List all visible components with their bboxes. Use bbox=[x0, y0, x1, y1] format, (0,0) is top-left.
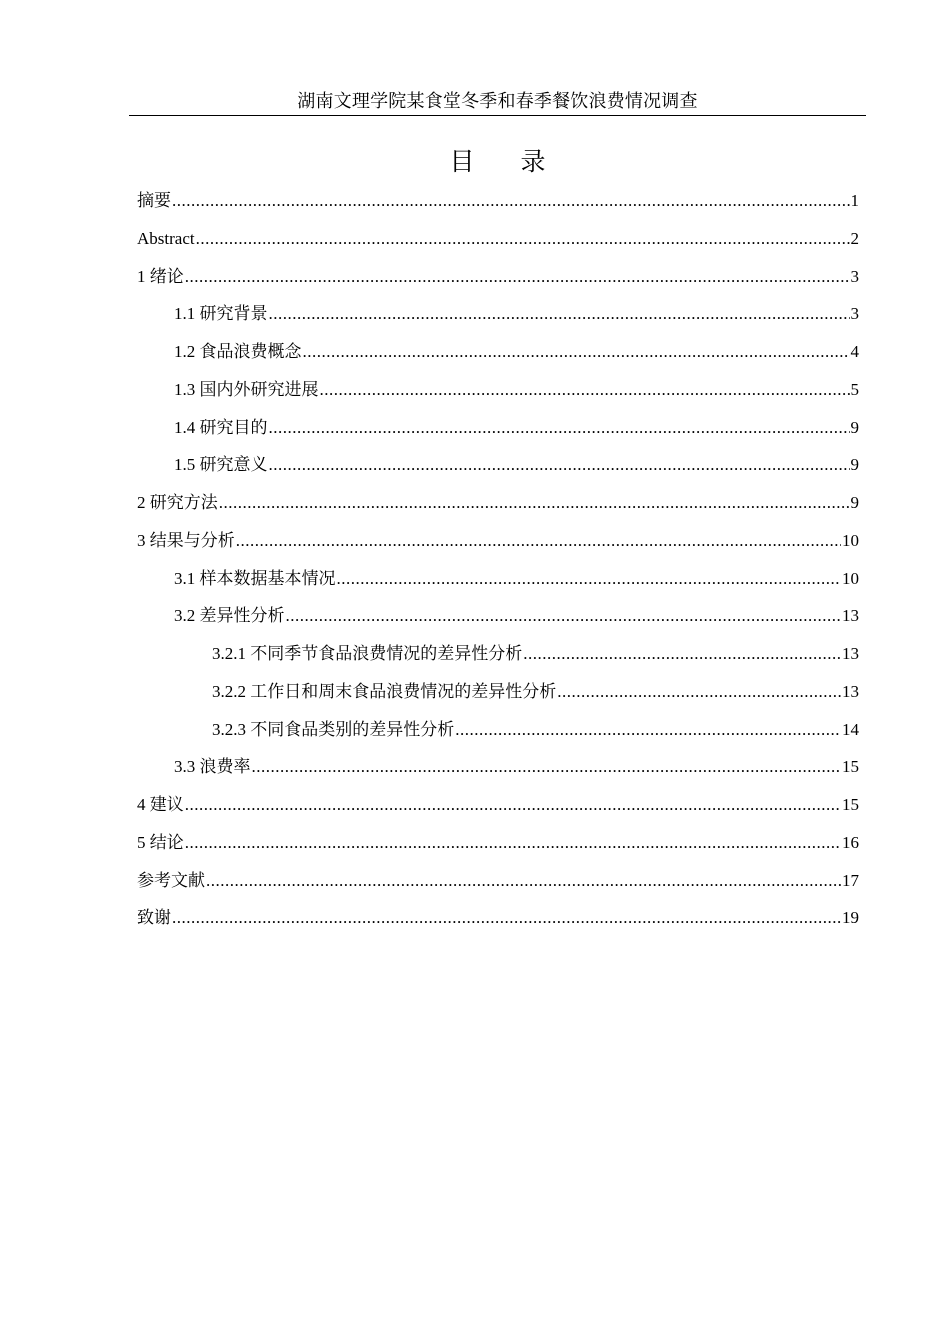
toc-entry-page-number: 16 bbox=[842, 832, 859, 852]
toc-entry-label: 3.2.1 不同季节食品浪费情况的差异性分析 bbox=[212, 644, 523, 663]
toc-dot-leader bbox=[320, 375, 850, 405]
toc-entry-label: 1.1 研究背景 bbox=[174, 304, 268, 324]
toc-dot-leader bbox=[196, 224, 850, 254]
toc-entry-page-number: 9 bbox=[850, 417, 859, 437]
toc-entry-label: 1.2 食品浪费概念 bbox=[174, 342, 302, 361]
toc-entry-label: 3.2.2 工作日和周末食品浪费情况的差异性分析 bbox=[212, 681, 557, 701]
toc-entry[interactable] bbox=[137, 413, 859, 451]
toc-entry[interactable] bbox=[137, 262, 859, 300]
toc-entry[interactable] bbox=[137, 639, 859, 677]
toc-entry[interactable] bbox=[137, 526, 859, 564]
toc-dot-leader bbox=[557, 677, 841, 707]
toc-entry-page-number: 17 bbox=[842, 870, 859, 890]
toc-dot-leader bbox=[252, 752, 842, 782]
toc-dot-leader bbox=[219, 488, 850, 518]
toc-entry[interactable] bbox=[137, 866, 859, 904]
toc-entry[interactable] bbox=[137, 450, 859, 488]
toc-dot-leader bbox=[303, 337, 850, 367]
toc-entry-label: 1.4 研究目的 bbox=[174, 417, 268, 437]
toc-entry-page-number: 3 bbox=[850, 304, 859, 324]
toc-entry-page-number: 3 bbox=[850, 266, 859, 286]
toc-entry-label: 3.1 样本数据基本情况 bbox=[174, 568, 336, 588]
toc-dot-leader bbox=[269, 450, 850, 480]
toc-entry-page-number: 13 bbox=[842, 681, 859, 701]
toc-entry-label: 3.3 浪费率 bbox=[174, 757, 251, 777]
toc-entry[interactable] bbox=[137, 790, 859, 828]
toc-entry-page-number: 1 bbox=[850, 191, 859, 210]
toc-dot-leader bbox=[185, 262, 850, 292]
toc-entry-page-number: 13 bbox=[842, 606, 859, 626]
toc-entry-page-number: 10 bbox=[842, 530, 859, 550]
toc-entry[interactable] bbox=[137, 488, 859, 526]
toc-title bbox=[0, 146, 950, 180]
toc-dot-leader bbox=[185, 790, 841, 820]
toc-entry-label: 1 绪论 bbox=[137, 266, 184, 286]
toc-entry-page-number: 9 bbox=[850, 455, 859, 475]
toc-dot-leader bbox=[269, 413, 850, 443]
toc-entry-label: 4 建议 bbox=[137, 795, 184, 814]
toc-entry-label: 3.2.3 不同食品类别的差异性分析 bbox=[212, 719, 455, 739]
toc-dot-leader bbox=[206, 866, 841, 896]
toc-dot-leader bbox=[185, 828, 841, 858]
toc-entry-label: Abstract bbox=[137, 228, 195, 248]
toc-entry[interactable] bbox=[137, 299, 859, 337]
toc-entry[interactable] bbox=[137, 715, 859, 753]
toc-dot-leader bbox=[337, 564, 842, 594]
toc-entry-label: 参考文献 bbox=[137, 870, 205, 890]
toc-entry-label: 5 结论 bbox=[137, 832, 184, 852]
toc-entry[interactable] bbox=[137, 677, 859, 715]
toc-entry[interactable] bbox=[137, 337, 859, 375]
toc-dot-leader bbox=[523, 639, 841, 669]
toc-entry-label: 1.5 研究意义 bbox=[174, 455, 268, 475]
toc-entry-label: 3 结果与分析 bbox=[137, 530, 235, 550]
toc-dot-leader bbox=[286, 601, 842, 631]
toc-entry-label: 摘要 bbox=[137, 191, 171, 210]
toc-entry[interactable] bbox=[137, 903, 859, 941]
toc-entry-page-number: 14 bbox=[842, 719, 859, 739]
toc-entry[interactable] bbox=[137, 224, 859, 262]
toc-entry[interactable] bbox=[137, 186, 859, 224]
toc-entry[interactable] bbox=[137, 828, 859, 866]
toc-entry-label: 1.3 国内外研究进展 bbox=[174, 379, 319, 399]
toc-entry-page-number: 15 bbox=[842, 795, 859, 814]
toc-entry-page-number: 13 bbox=[842, 644, 859, 663]
toc-entry-page-number: 9 bbox=[850, 493, 859, 512]
toc-dot-leader bbox=[269, 299, 850, 329]
toc-dot-leader bbox=[455, 715, 841, 745]
toc-title-char-1: 目 bbox=[449, 149, 475, 176]
toc-entry-label: 2 研究方法 bbox=[137, 493, 218, 512]
toc-entry-page-number: 4 bbox=[850, 342, 859, 361]
table-of-contents bbox=[137, 186, 859, 941]
toc-entry-page-number: 5 bbox=[850, 379, 859, 399]
toc-entry[interactable] bbox=[137, 375, 859, 413]
toc-entry-page-number: 10 bbox=[842, 568, 859, 588]
running-header bbox=[129, 89, 866, 116]
toc-title-char-2: 录 bbox=[520, 149, 546, 176]
toc-entry-label: 3.2 差异性分析 bbox=[174, 606, 285, 626]
toc-dot-leader bbox=[172, 186, 850, 216]
toc-entry-page-number: 2 bbox=[850, 228, 859, 248]
toc-entry-label: 致谢 bbox=[137, 908, 171, 928]
toc-entry[interactable] bbox=[137, 601, 859, 639]
toc-dot-leader bbox=[236, 526, 841, 556]
toc-entry[interactable] bbox=[137, 752, 859, 790]
toc-entry[interactable] bbox=[137, 564, 859, 602]
toc-dot-leader bbox=[172, 903, 841, 933]
toc-entry-page-number: 19 bbox=[842, 908, 859, 928]
toc-entry-page-number: 15 bbox=[842, 757, 859, 777]
running-header-title: 湖南文理学院某食堂冬季和春季餐饮浪费情况调查 bbox=[297, 91, 698, 111]
